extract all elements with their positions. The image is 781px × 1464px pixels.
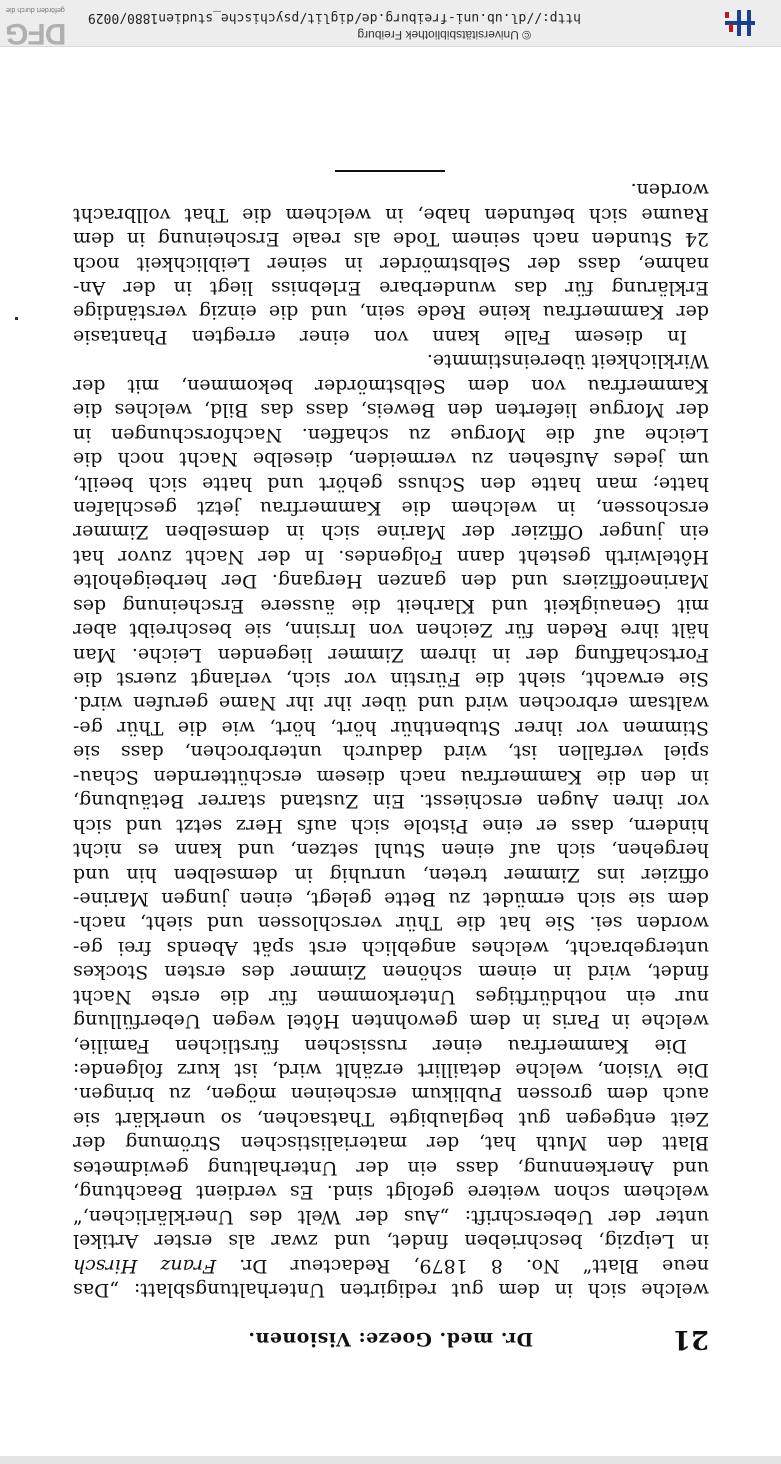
text-line: hält ihre Reden für Zeichen von Irrsinn, sie beschreibt aber xyxy=(73,619,709,642)
text-line: mit Genauigkeit und Klarheit die äussere Erscheinung des xyxy=(73,594,709,617)
text-line: Leiche auf die Morgue zu schaffen. Nachforschungen in xyxy=(73,423,709,446)
text-line: untergebracht, welches angeblich erst spät Abends frei ge- xyxy=(73,936,709,959)
text-line: um jedes Aufsehen zu vermeiden, dieselbe Nacht noch die xyxy=(73,448,709,471)
text-line: Wirklichkeit übereinstimmte. xyxy=(426,350,709,373)
page-number: 21 xyxy=(672,1324,709,1354)
dfg-logo xyxy=(6,4,76,50)
text-line: worden sei. Sie hat die Thür verschlossen und sieht, nach- xyxy=(73,912,709,935)
text-line: unter der Ueberschrift: „Aus der Welt des Unerklärlichen,“ xyxy=(73,1205,709,1228)
text-line: spiel verfallen ist, wird dadurch unterbrochen, dass sie xyxy=(73,741,709,764)
editor-name: Franz Hirsch xyxy=(73,1254,217,1277)
text-line: Die Kammerfrau einer russischen fürstlichen Familie, xyxy=(73,1034,687,1057)
text-line: der Kammerfrau keine Rede sein, und die einzig verständige xyxy=(73,301,709,324)
text-line: erschossen, in welchem die Kammerfrau jetzt geschlafen xyxy=(73,497,709,519)
viewer-header-bar xyxy=(0,1456,781,1464)
text-line: nur ein nothdürftiges Unterkommen für die erste Nacht xyxy=(73,985,709,1008)
text-line: Hôtelwirth gesteht dann Folgendes. In der Nacht zuvor hat xyxy=(73,545,709,568)
viewer-footer-bar xyxy=(0,0,781,50)
library-credit: © Universitätsbibliothek Freiburg xyxy=(357,28,531,42)
text-line: Blatt den Muth hat, der materialistischen Strömung der xyxy=(73,1132,709,1155)
text-line: dem sie sich ermüdet zu Bette gelegt, einen jungen Marine- xyxy=(73,888,709,910)
text-line: und Anerkennung, dass ein der Unterhaltung gewidmetes xyxy=(73,1156,709,1179)
text-line: Die Vision, welche detaillirt erzählt wird, ist kurz folgende: xyxy=(73,1059,709,1082)
text-line: hergehen, sich auf einen Stuhl setzen, und kann es nicht xyxy=(73,839,709,862)
text-line: hindern, dass er eine Pistole sich aufs Herz setzt und sich xyxy=(73,814,709,837)
text-line: in den die Kammerfrau nach diesem erschütternden Schau- xyxy=(73,765,709,788)
text-line: worden. xyxy=(630,179,709,202)
text-line: Erklärung für das wunderbare Erlebniss liegt in der An- xyxy=(73,277,709,300)
dfg-logo-letters: DFG xyxy=(6,17,67,50)
text-line: nahme, dass der Selbstmörder in seiner Leiblichkeit noch xyxy=(73,252,709,275)
text-line: welche in Paris in dem gewohnten Hôtel wegen Ueberfüllung xyxy=(73,1010,709,1033)
text-line: hatte; man hatte den Schuss gehört und hatte sich beeilt, xyxy=(73,472,709,495)
section-end-rule xyxy=(335,170,445,172)
text-line: Sie erwacht, sieht die Fürstin vor sich, verlangt zuerst die xyxy=(73,668,709,691)
source-url-link[interactable]: http://dl.ub.uni-freiburg.de/diglit/psychische_studien1880/0029 xyxy=(87,10,581,25)
text-line: in Leipzig, beschrieben findet, und zwar als erster Artikel xyxy=(73,1230,709,1253)
text-span: neue Blatt“ No. 8 1879, Redacteur Dr. xyxy=(216,1254,709,1277)
text-line: findet, wird in einem schönen Zimmer des ersten Stockes xyxy=(73,961,709,984)
text-line: vor ihren Augen erschiesst. Ein Zustand starrer Betäubung, xyxy=(73,790,709,813)
text-line: 24 Stunden nach seinem Tode als reale Erscheinung in dem xyxy=(73,228,709,251)
text-line: Stimmen vor ihrer Stubenthür hört, hört, wie die Thür ge- xyxy=(73,716,709,739)
text-line xyxy=(73,1253,709,1277)
text-line: Zeit entgegen gut beglaubigte Thatsachen, so unerklärt sie xyxy=(73,1107,709,1130)
dfg-logo-caption: gefördert durch die xyxy=(6,6,65,13)
text-line: Marineoffiziers und den ganzen Hergang. Der herbeigeholte xyxy=(73,570,709,593)
text-line: Raume sich befunden habe, in welchem die That vollbracht xyxy=(73,203,709,226)
text-line: Kammerfrau von dem Selbstmörder bekommen, mit der xyxy=(73,374,709,397)
text-line: ein junger Offizier der Marine sich in demselben Zimmer xyxy=(73,521,709,544)
text-line: der Morgue lieferten den Beweis, dass das Bild, welches die xyxy=(73,399,709,422)
text-line: offizier ins Zimmer treten, unruhig in demselben hin und xyxy=(73,863,709,886)
body-text xyxy=(73,178,709,1302)
text-line: waltsam erbrochen wird und über ihr ihr Name gerufen wird. xyxy=(73,692,709,715)
page-header xyxy=(0,1314,781,1354)
university-library-logo-icon xyxy=(719,8,759,38)
scan-speck xyxy=(15,317,18,320)
text-line: welchem schon weitere gefolgt sind. Es verdient Beachtung, xyxy=(73,1181,709,1204)
text-line: In diesem Falle kann von einer erregten Phantasie xyxy=(73,325,687,348)
text-line: welche sich in dem gut redigirten Unterhaltungsblatt: „Das xyxy=(73,1279,709,1301)
text-line: auch dem grossen Publikum erscheinen mögen, zu bringen. xyxy=(73,1083,709,1106)
running-head: Dr. med. Goeze: Visionen. xyxy=(247,1328,534,1350)
text-line: Fortschaffung der in ihrem Zimmer liegenden Leiche. Man xyxy=(73,643,709,666)
